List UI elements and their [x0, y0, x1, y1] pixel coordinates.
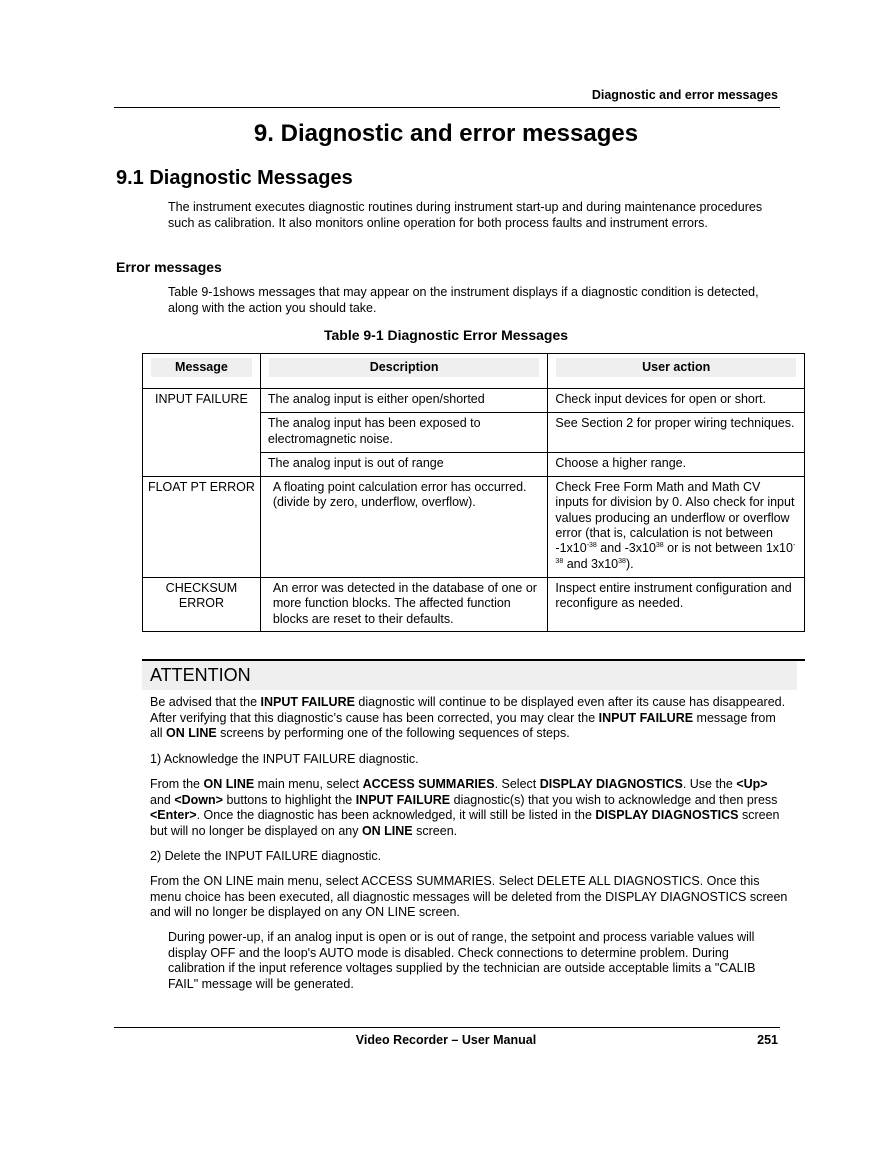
table-row: [143, 577, 805, 631]
attention-step-2: 2) Delete the INPUT FAILURE diagnostic.: [150, 849, 382, 863]
message-cell: FLOAT PT ERROR: [143, 477, 261, 578]
action-cell: Inspect entire instrument configuration and reconfigure as needed.: [548, 577, 805, 631]
description-cell: The analog input is either open/shorted: [260, 389, 548, 413]
table-header-row: [143, 354, 805, 389]
description-cell: An error was detected in the database of one or more function blocks. The affected function blocks are reset to their defaults.: [260, 577, 548, 631]
column-header-description: Description: [260, 354, 548, 389]
column-header-user-action: User action: [548, 354, 805, 389]
header-rule: [114, 107, 780, 108]
footer-title: Video Recorder – User Manual: [355, 1033, 537, 1047]
description-cell: A floating point calculation error has occurred. (divide by zero, underflow, overflow).: [260, 477, 548, 578]
action-cell: Check Free Form Math and Math CV inputs for division by 0. Also check for input values producing an underflow or overflow error (that is, calculation is not between $-1x10^{-38}$ and $-3x10^{38}$ or is not between $1x10^{-38}$ and $3x10^{38}$).: [548, 477, 805, 578]
attention-title: ATTENTION: [150, 665, 251, 685]
attention-paragraph-3: From the ON LINE main menu, select ACCESS SUMMARIES. Select DELETE ALL DIAGNOSTICS. Once this menu choice has been executed, all diagnostic messages will be deleted from the DISPLAY DIAGNOSTICS screen and will no longer be displayed on any ON LINE screen.: [150, 874, 788, 920]
table-row: [143, 389, 805, 413]
footer-rule: [114, 1027, 780, 1028]
action-cell: See Section 2 for proper wiring techniques.: [548, 413, 805, 453]
subsection-heading: Error messages: [116, 259, 222, 275]
column-header-message: Message: [143, 354, 261, 389]
description-cell: The analog input has been exposed to electromagnetic noise.: [260, 413, 548, 453]
attention-paragraph-1: Be advised that the INPUT FAILURE diagnostic will continue to be displayed even after its cause has disappeared. After verifying that this diagnostic’s cause has been corrected, you may clear the INPUT FAILURE message from all ON LINE screens by performing one of the following sequences of steps.: [150, 695, 786, 741]
subsection-text: Table 9-1shows messages that may appear on the instrument displays if a diagnostic condition is detected, along with the action you should take.: [168, 285, 759, 315]
description-cell: The analog input is out of range: [260, 452, 548, 476]
page-number: 251: [757, 1033, 778, 1047]
section-intro: The instrument executes diagnostic routines during instrument start-up and during maintenance procedures such as calibration. It also monitors online operation for both process faults and instrument errors.: [168, 200, 763, 230]
section-heading: 9.1 Diagnostic Messages: [116, 167, 353, 189]
message-cell: CHECKSUM ERROR: [143, 577, 261, 631]
power-up-note: During power-up, if an analog input is open or is out of range, the setpoint and process variable values will display OFF and the loop's AUTO mode is disabled. Check connections to determine problem. During calibration if the input reference voltages supplied by the technician are outside acceptable limits a "CALIB FAIL" message will be generated.: [168, 930, 756, 991]
diagnostic-table: [142, 353, 805, 632]
attention-paragraph-2: From the ON LINE main menu, select ACCESS SUMMARIES. Select DISPLAY DIAGNOSTICS. Use the <Up> and <Down> buttons to highlight the INPUT FAILURE diagnostic(s) that you wish to acknowledge and then press <Enter>. Once the diagnostic has been acknowledged, it will still be listed in the DISPLAY DIAGNOSTICS screen but will no longer be displayed on any ON LINE screen.: [150, 777, 780, 838]
table-caption: Table 9-1 Diagnostic Error Messages: [323, 327, 569, 343]
table-row: [143, 477, 805, 578]
action-cell: Choose a higher range.: [548, 452, 805, 476]
running-header: Diagnostic and error messages: [591, 88, 778, 102]
message-cell: INPUT FAILURE: [143, 389, 261, 477]
chapter-title: 9. Diagnostic and error messages: [253, 120, 639, 147]
attention-step-1: 1) Acknowledge the INPUT FAILURE diagnostic.: [150, 752, 419, 766]
action-cell: Check input devices for open or short.: [548, 389, 805, 413]
